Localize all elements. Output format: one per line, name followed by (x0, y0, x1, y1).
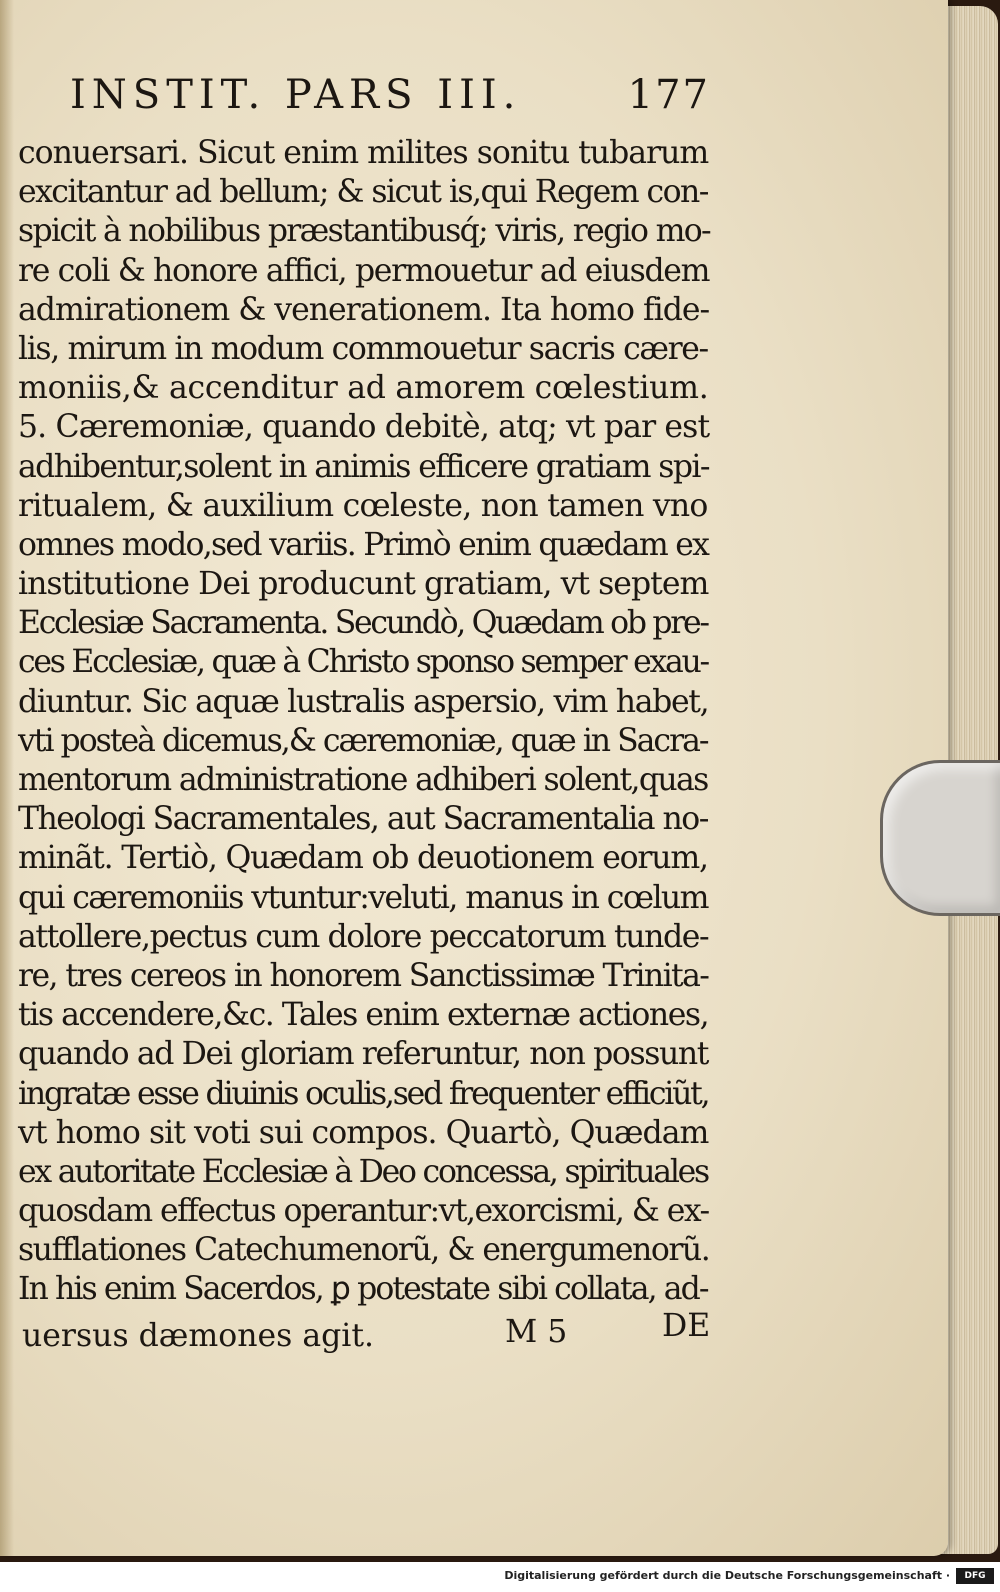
text-line: re coli & honore affici, permouetur ad eiusdem (18, 252, 710, 289)
text-line: conuersari. Sicut enim milites sonitu tubarum (18, 135, 709, 171)
text-line: ex autoritate Ecclesiæ à Deo concessa, spirituales (18, 1153, 708, 1190)
running-header (70, 72, 710, 132)
funding-credit: Digitalisierung gefördert durch die Deutsche Forschungsgemeinschaft · (504, 1569, 950, 1582)
digitization-footer (0, 1562, 1000, 1592)
text-line: omnes modo,sed variis. Primò enim quædam ex (18, 526, 709, 563)
text-line: moniis,& accenditur ad amorem cœlestium. (18, 370, 709, 407)
text-line: vt homo sit voti sui compos. Quartò, Quædam (18, 1114, 709, 1151)
text-line: vti posteà dicemus,& cæremoniæ, quæ in Sacra- (18, 722, 708, 759)
text-line: re, tres cereos in honorem Sanctissimæ Trinita- (18, 957, 709, 994)
text-line: diuntur. Sic aquæ lustralis aspersio, vim habet, (18, 683, 709, 720)
page-gutter-shadow (0, 0, 14, 1556)
text-line: ritualem, & auxilium cœleste, non tamen vno (18, 487, 708, 524)
text-line: quosdam effectus operantur:vt,exorcismi, & ex- (18, 1193, 709, 1230)
running-title: INSTIT. PARS III. (70, 72, 522, 118)
text-line: attollere,pectus cum dolore peccatorum tunde- (18, 918, 709, 955)
book-clasp (880, 760, 1000, 916)
text-line: institutione Dei producunt gratiam, vt septem (18, 566, 709, 603)
text-line: 5. Cæremoniæ, quando debitè, atq; vt par est (18, 409, 710, 446)
text-line: excitantur ad bellum; & sicut is,qui Regem con- (18, 174, 708, 211)
text-line: Ecclesiæ Sacramenta. Secundò, Quædam ob pre- (18, 605, 708, 642)
text-line: tis accendere,&c. Tales enim externæ actiones, (18, 997, 709, 1034)
text-line: lis, mirum in modum commouetur sacris cære- (18, 330, 708, 367)
catchword: DE (662, 1308, 711, 1344)
signature-mark: M 5 (505, 1314, 568, 1350)
text-line: spicit à nobilibus præstantibusq́; viris, regio mo- (18, 213, 710, 250)
text-line: In his enim Sacerdos, ꝑ potestate sibi collata, ad- (18, 1271, 708, 1308)
text-line: mentorum administratione adhiberi solent,quas (18, 762, 708, 798)
last-line-row (22, 1308, 722, 1362)
text-line: qui cæremoniis vtuntur:veluti, manus in cœlum (18, 879, 708, 916)
text-line: Theologi Sacramentales, aut Sacramentalia no- (18, 801, 708, 838)
page-number: 177 (627, 72, 710, 118)
body-text (18, 134, 718, 1310)
text-line: ces Ecclesiæ, quæ à Christo sponso semper exau- (18, 644, 708, 681)
text-line: quando ad Dei gloriam referuntur, non possunt (18, 1036, 709, 1073)
text-line: adhibentur,solent in animis efficere gratiam spi- (18, 448, 709, 485)
text-line: admirationem & venerationem. Ita homo fide- (18, 291, 710, 328)
text-line: sufflationes Catechumenorũ, & energumenorũ. (18, 1232, 710, 1269)
dfg-logo: DFG (956, 1568, 994, 1584)
text-line: ingratæ esse diuinis oculis,sed frequenter efficiũt, (18, 1075, 709, 1112)
text-line: minãt. Tertiò, Quædam ob deuotionem eorum, (18, 840, 708, 877)
show-through-text (860, 210, 950, 1290)
last-text-line: uersus dæmones agit. (22, 1318, 375, 1354)
